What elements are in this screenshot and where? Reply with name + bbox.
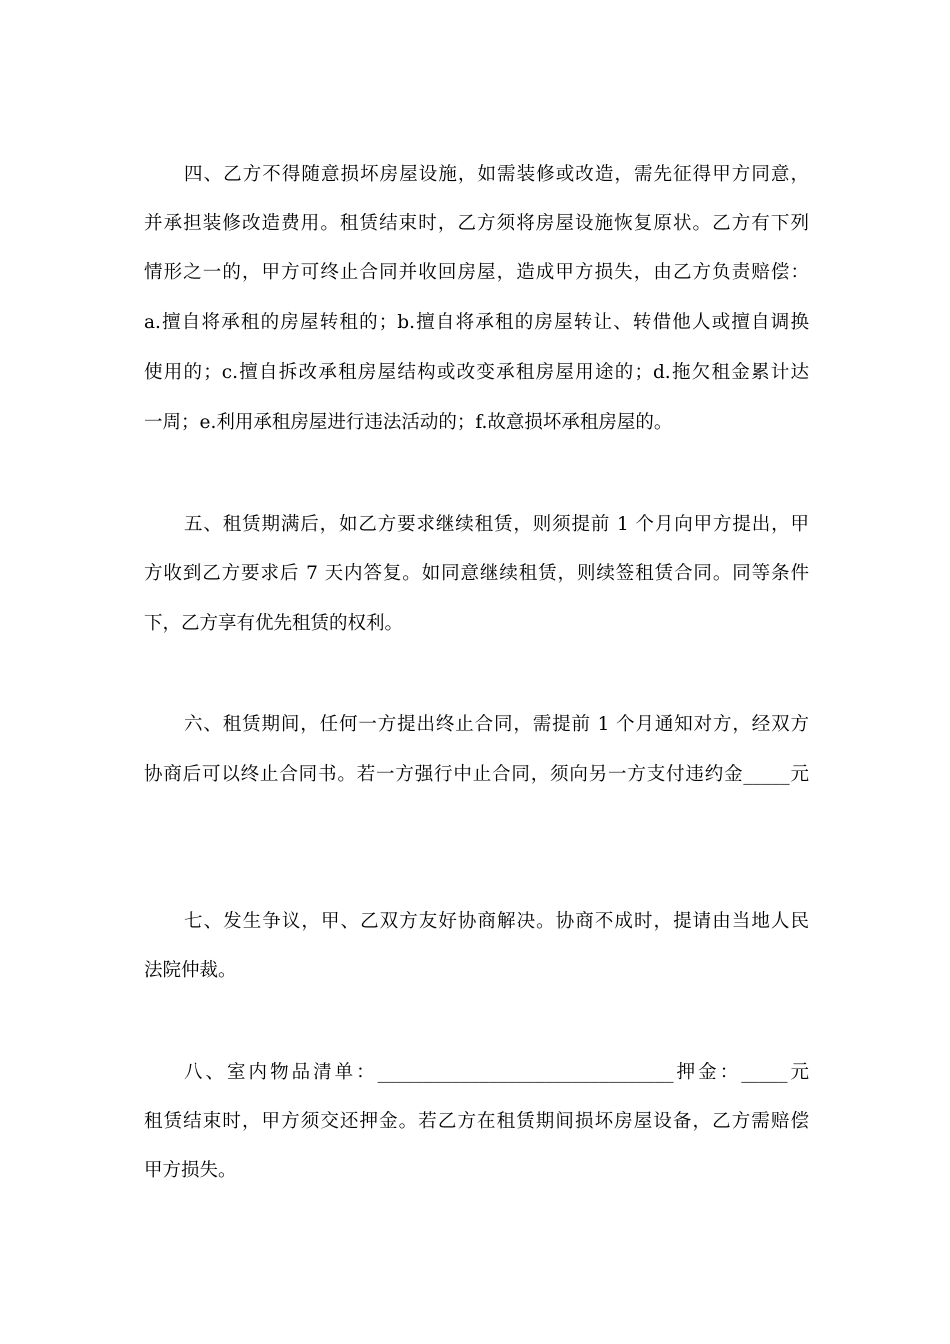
paragraph-line: 甲方损失。	[144, 1160, 237, 1181]
paragraph-line: 四、乙方不得随意损坏房屋设施，如需装修或改造，需先征得甲方同意，	[184, 164, 809, 185]
paragraph-line: 一周；e.利用承租房屋进行违法活动的；f.故意损坏承租房屋的。	[144, 412, 673, 433]
paragraph-line: a.擅自将承租的房屋转租的；b.擅自将承租的房屋转让、转借他人或擅自调换	[144, 312, 809, 333]
paragraph-line: 法院仲裁。	[144, 960, 237, 981]
paragraph-line: 租赁结束时，甲方须交还押金。若乙方在租赁期间损坏房屋设备，乙方需赔偿	[144, 1111, 809, 1132]
paragraph-line: 情形之一的，甲方可终止合同并收回房屋，造成甲方损失，由乙方负责赔偿：	[144, 262, 809, 283]
paragraph-line: 并承担装修改造费用。租赁结束时，乙方须将房屋设施恢复原状。乙方有下列	[144, 213, 809, 234]
paragraph-line: 方收到乙方要求后 7 天内答复。如同意继续租赁，则续签租赁合同。同等条件	[144, 563, 809, 584]
paragraph-line: 八、室内物品清单：________________________________押金：_____元	[184, 1062, 809, 1083]
paragraph-line: 五、租赁期满后，如乙方要求继续租赁，则须提前 1 个月向甲方提出，甲	[184, 514, 809, 535]
paragraph-line: 下，乙方享有优先租赁的权利。	[144, 613, 404, 634]
paragraph-line: 使用的；c.擅自拆改承租房屋结构或改变承租房屋用途的；d.拖欠租金累计达	[144, 362, 809, 383]
paragraph-line: 七、发生争议，甲、乙双方友好协商解决。协商不成时，提请由当地人民	[184, 911, 809, 932]
paragraph-line: 协商后可以终止合同书。若一方强行中止合同，须向另一方支付违约金_____元	[144, 764, 809, 785]
paragraph-line: 六、租赁期间，任何一方提出终止合同，需提前 1 个月通知对方，经双方	[184, 714, 809, 735]
